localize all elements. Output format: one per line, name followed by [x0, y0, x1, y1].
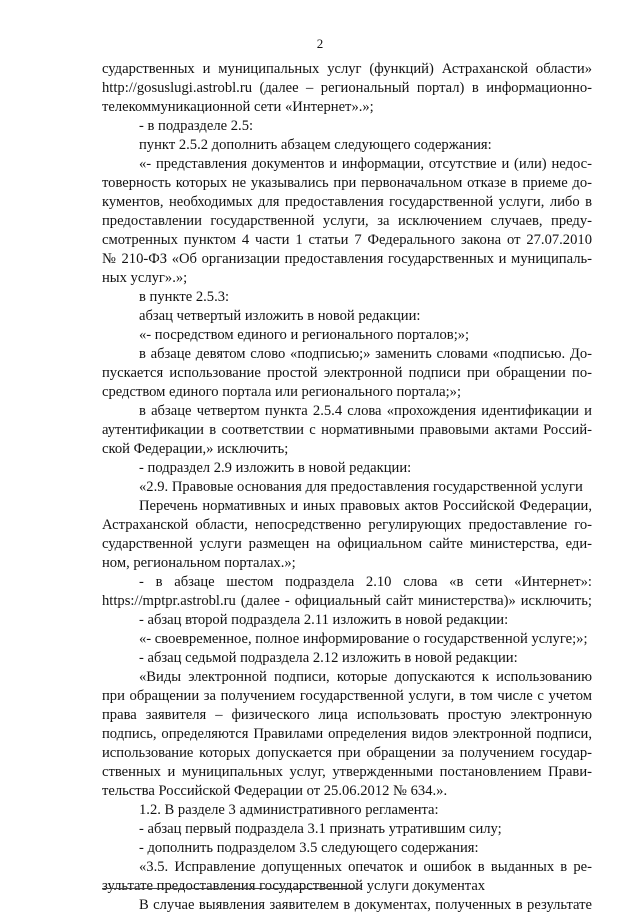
text-line: сударственной услуги размещен на официальном сайте министерства, еди-	[102, 536, 592, 552]
text-line: - в абзаце шестом подраздела 2.10 слова «в сети «Интернет»:	[139, 574, 592, 590]
text-line: «- представления документов и информации, отсутствие и (или) недос-	[139, 156, 592, 172]
text-line: использование которых допускается при обращении за получением государ-	[102, 745, 592, 761]
text-line: телекоммуникационной сети «Интернет».»;	[102, 99, 374, 115]
text-line: товерность которых не указывались при первоначальном отказе в приеме до-	[102, 175, 592, 191]
text-line: абзац четвертый изложить в новой редакции:	[139, 308, 421, 324]
text-line: В случае выявления заявителем в документах, полученных в результате	[139, 897, 592, 913]
text-line: Астраханской области, непосредственно регулирующих предоставление го-	[102, 517, 592, 533]
text-line: пункт 2.5.2 дополнить абзацем следующего содержания:	[139, 137, 492, 153]
text-line: зультате предоставления государственной услуги документах	[102, 878, 486, 894]
text-line: сударственных и муниципальных услуг (функций) Астраханской области»	[102, 61, 592, 77]
text-line: - абзац второй подраздела 2.11 изложить в новой редакции:	[139, 612, 509, 628]
page-number: 2	[316, 36, 324, 51]
text-line: № 210-ФЗ «Об организации предоставления государственных и муниципаль-	[102, 251, 592, 267]
text-line: «- своевременное, полное информирование о государственной услуге;»;	[139, 631, 588, 647]
text-line: «3.5. Исправление допущенных опечаток и ошибок в выданных в ре-	[139, 859, 592, 875]
text-line: права заявителя – физического лица использовать простую электронную	[102, 707, 592, 723]
text-line: - абзац седьмой подраздела 2.12 изложить в новой редакции:	[139, 650, 518, 666]
text-line: в пункте 2.5.3:	[139, 289, 230, 305]
text-line: «2.9. Правовые основания для предоставления государственной услуги	[139, 479, 583, 495]
text-line: ской Федерации,» исключить;	[102, 441, 289, 457]
text-line: средством единого портала или регионального портала;»;	[102, 384, 461, 400]
text-line: тельства Российской Федерации от 25.06.2012 № 634.».	[102, 783, 448, 799]
text-line: Перечень нормативных и иных правовых актов Российской Федерации,	[139, 498, 592, 514]
text-line: кументов, необходимых для предоставления государственной услуги, либо в	[102, 194, 592, 210]
footer-rule	[102, 888, 362, 889]
text-line: в абзаце четвертом пункта 2.5.4 слова «прохождения идентификации и	[139, 403, 592, 419]
text-line: подпись, определяются Правилами определения видов электронной подписи,	[102, 726, 592, 742]
text-line: - дополнить подразделом 3.5 следующего содержания:	[139, 840, 479, 856]
text-line: https://mptpr.astrobl.ru (далее - официальный сайт министерства)» исключить;	[102, 593, 592, 609]
text-line: - в подразделе 2.5:	[139, 118, 254, 134]
document-body	[102, 60, 592, 915]
text-line: смотренных пунктом 4 части 1 статьи 7 Федерального закона от 27.07.2010	[102, 232, 592, 248]
text-line: ном, региональном порталах.»;	[102, 555, 296, 571]
text-line: при обращении за получением государственной услуги, в том числе с учетом	[102, 688, 592, 704]
text-line: предоставлении государственной услуги, за исключением случаев, преду-	[102, 213, 592, 229]
text-line: 1.2. В разделе 3 административного регламента:	[139, 802, 439, 818]
text-line: аутентификации в соответствии с нормативными правовыми актами Россий-	[102, 422, 592, 438]
text-line: «- посредством единого и регионального порталов;»;	[139, 327, 470, 343]
text-line: в абзаце девятом слово «подписью;» заменить словами «подписью. До-	[139, 346, 592, 362]
text-line: «Виды электронной подписи, которые допускаются к использованию	[139, 669, 592, 685]
text-line: ных услуг».»;	[102, 270, 188, 286]
text-line: - подраздел 2.9 изложить в новой редакции:	[139, 460, 412, 476]
text-line: пускается использование простой электронной подписи при обращении по-	[102, 365, 592, 381]
text-line: http://gosuslugi.astrobl.ru (далее – региональный портал) в информационно-	[102, 80, 592, 96]
text-line: ственных и муниципальных услуг, утвержденными постановлением Прави-	[102, 764, 592, 780]
text-line: - абзац первый подраздела 3.1 признать утратившим силу;	[139, 821, 502, 837]
